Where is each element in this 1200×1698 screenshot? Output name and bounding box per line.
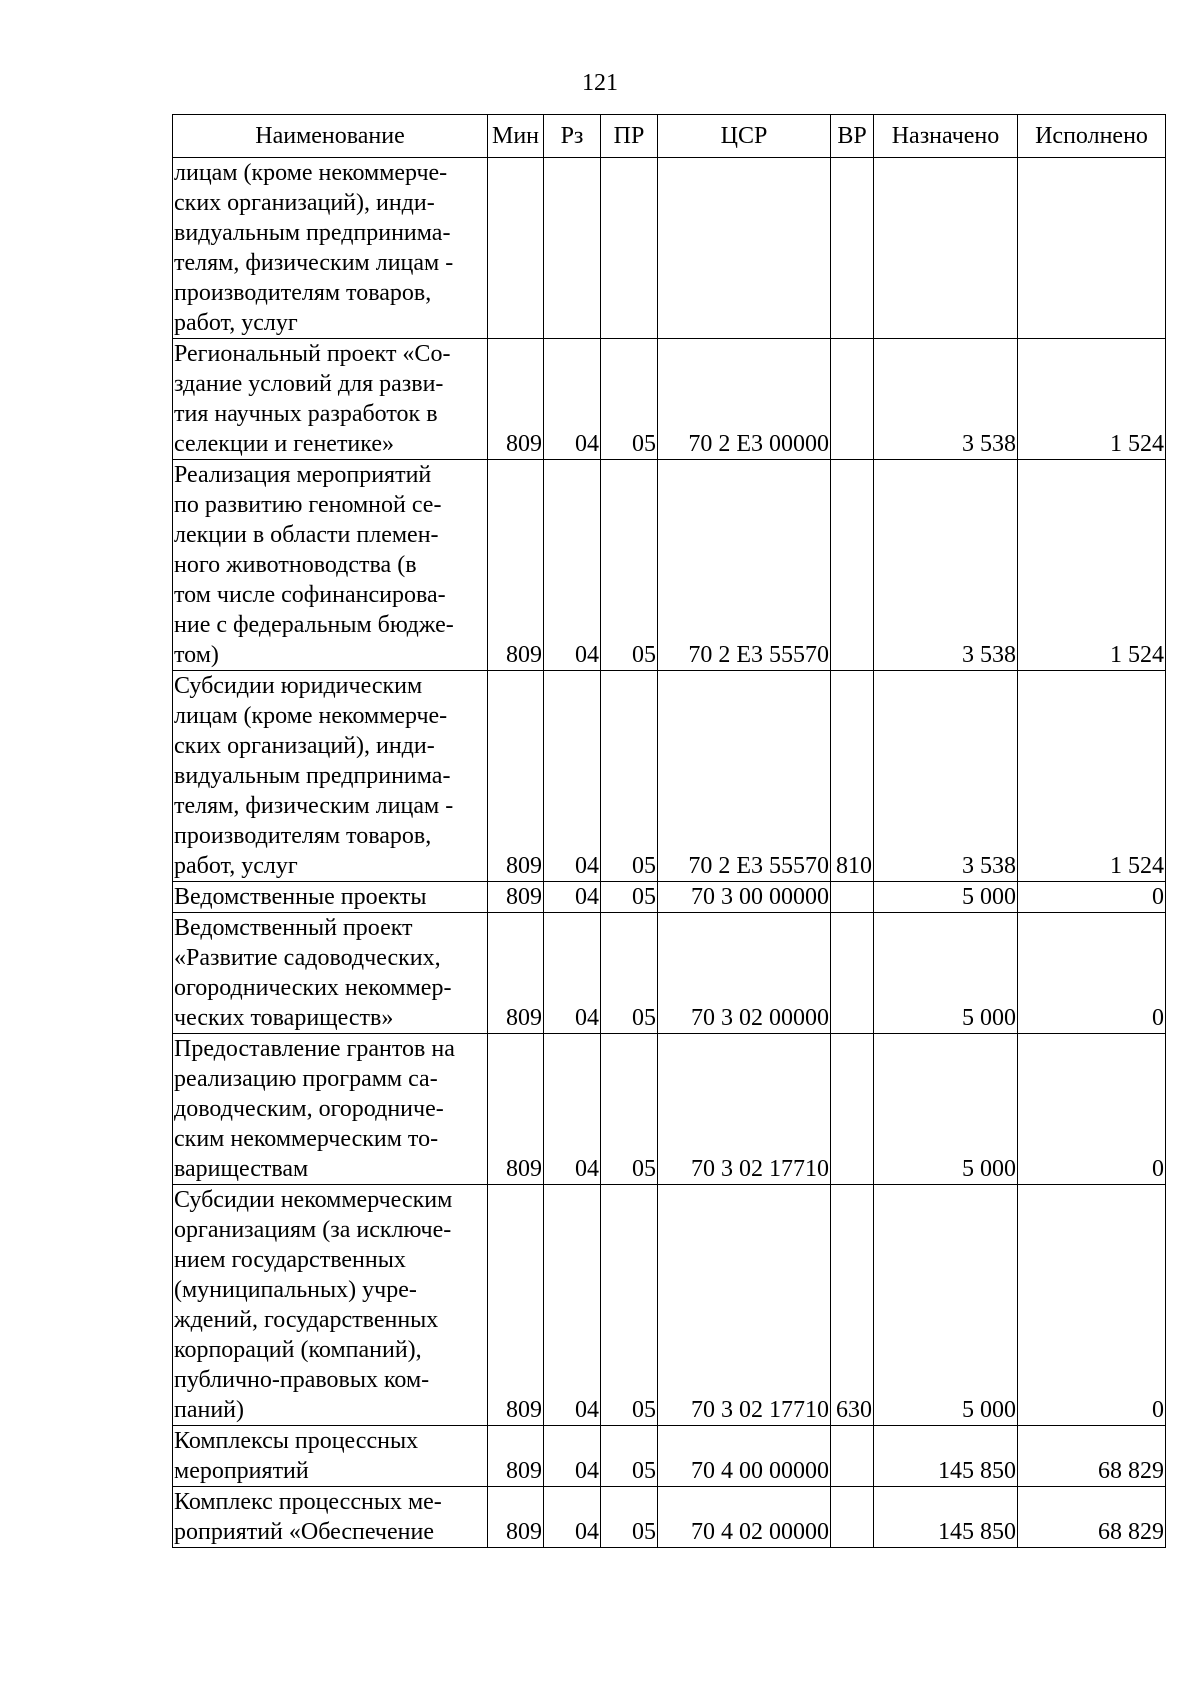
header-name: Наименование — [173, 115, 488, 158]
cell-name: Региональный проект «Со- здание условий для разви- тия научных разработок в селекции и генетике» — [173, 339, 488, 460]
cell-assigned: 3 538 — [874, 339, 1018, 460]
cell-min: 809 — [488, 671, 544, 882]
cell-csr: 70 3 02 17710 — [658, 1034, 831, 1185]
cell-name: Субсидии юридическим лицам (кроме некоммерче- ских организаций), инди- видуальным предпринима- телям, физическим лицам - производителям товаров, работ, услуг — [173, 671, 488, 882]
cell-vr — [831, 1034, 874, 1185]
cell-rz: 04 — [544, 1426, 601, 1487]
cell-rz: 04 — [544, 460, 601, 671]
table-row — [173, 1034, 1166, 1185]
cell-min: 809 — [488, 1426, 544, 1487]
cell-executed: 1 524 — [1018, 671, 1166, 882]
cell-vr — [831, 913, 874, 1034]
cell-vr — [831, 339, 874, 460]
table-row — [173, 158, 1166, 339]
cell-assigned: 145 850 — [874, 1487, 1018, 1548]
header-executed: Исполнено — [1018, 115, 1166, 158]
page-number: 121 — [582, 70, 618, 96]
header-rz: Рз — [544, 115, 601, 158]
cell-csr: 70 3 00 00000 — [658, 882, 831, 913]
table-row — [173, 460, 1166, 671]
cell-assigned: 3 538 — [874, 671, 1018, 882]
cell-name: лицам (кроме некоммерче- ских организаций), инди- видуальным предпринима- телям, физическим лицам - производителям товаров, работ, услуг — [173, 158, 488, 339]
cell-name: Реализация мероприятий по развитию геномной се- лекции в области племен- ного животноводства (в том числе софинансирова- ние с федеральным бюдже- том) — [173, 460, 488, 671]
cell-vr: 810 — [831, 671, 874, 882]
cell-csr: 70 3 02 00000 — [658, 913, 831, 1034]
cell-rz: 04 — [544, 913, 601, 1034]
cell-pr: 05 — [601, 460, 658, 671]
cell-pr: 05 — [601, 1426, 658, 1487]
cell-min: 809 — [488, 1034, 544, 1185]
table-row — [173, 913, 1166, 1034]
cell-min: 809 — [488, 913, 544, 1034]
cell-executed: 68 829 — [1018, 1426, 1166, 1487]
header-assigned: Назначено — [874, 115, 1018, 158]
table-row — [173, 1185, 1166, 1426]
cell-assigned — [874, 158, 1018, 339]
header-pr: ПР — [601, 115, 658, 158]
table-row — [173, 339, 1166, 460]
table-row — [173, 882, 1166, 913]
cell-vr — [831, 460, 874, 671]
cell-csr: 70 3 02 17710 — [658, 1185, 831, 1426]
cell-min: 809 — [488, 460, 544, 671]
cell-rz: 04 — [544, 882, 601, 913]
cell-csr: 70 2 Е3 55570 — [658, 671, 831, 882]
cell-pr: 05 — [601, 913, 658, 1034]
cell-pr: 05 — [601, 1487, 658, 1548]
cell-csr: 70 4 00 00000 — [658, 1426, 831, 1487]
cell-executed: 0 — [1018, 1185, 1166, 1426]
cell-executed: 0 — [1018, 882, 1166, 913]
cell-executed: 0 — [1018, 913, 1166, 1034]
header-vr: ВР — [831, 115, 874, 158]
cell-min: 809 — [488, 1185, 544, 1426]
header-min: Мин — [488, 115, 544, 158]
cell-assigned: 3 538 — [874, 460, 1018, 671]
budget-table — [172, 114, 1166, 1548]
table-row — [173, 1487, 1166, 1548]
cell-vr — [831, 882, 874, 913]
cell-rz: 04 — [544, 1487, 601, 1548]
table-row — [173, 671, 1166, 882]
cell-assigned: 5 000 — [874, 913, 1018, 1034]
cell-executed: 1 524 — [1018, 460, 1166, 671]
cell-rz: 04 — [544, 1034, 601, 1185]
cell-vr — [831, 158, 874, 339]
cell-pr: 05 — [601, 339, 658, 460]
cell-csr: 70 2 Е3 55570 — [658, 460, 831, 671]
cell-pr: 05 — [601, 671, 658, 882]
cell-pr: 05 — [601, 882, 658, 913]
cell-assigned: 145 850 — [874, 1426, 1018, 1487]
cell-assigned: 5 000 — [874, 1034, 1018, 1185]
cell-executed — [1018, 158, 1166, 339]
cell-csr: 70 4 02 00000 — [658, 1487, 831, 1548]
cell-rz: 04 — [544, 339, 601, 460]
cell-name: Комплекс процессных ме- роприятий «Обеспечение — [173, 1487, 488, 1548]
cell-executed: 68 829 — [1018, 1487, 1166, 1548]
cell-pr: 05 — [601, 1034, 658, 1185]
cell-assigned: 5 000 — [874, 882, 1018, 913]
cell-vr — [831, 1487, 874, 1548]
cell-rz — [544, 158, 601, 339]
cell-executed: 0 — [1018, 1034, 1166, 1185]
table-header-row — [173, 115, 1166, 158]
cell-csr: 70 2 Е3 00000 — [658, 339, 831, 460]
cell-name: Ведомственный проект «Развитие садоводческих, огороднических некоммер- ческих товариществ» — [173, 913, 488, 1034]
cell-name: Предоставление грантов на реализацию программ са- доводческим, огородниче- ским некоммерческим то- вариществам — [173, 1034, 488, 1185]
cell-rz: 04 — [544, 671, 601, 882]
cell-vr — [831, 1426, 874, 1487]
cell-name: Комплексы процессных мероприятий — [173, 1426, 488, 1487]
cell-executed: 1 524 — [1018, 339, 1166, 460]
cell-assigned: 5 000 — [874, 1185, 1018, 1426]
cell-min: 809 — [488, 1487, 544, 1548]
header-csr: ЦСР — [658, 115, 831, 158]
cell-min: 809 — [488, 882, 544, 913]
cell-csr — [658, 158, 831, 339]
cell-name: Ведомственные проекты — [173, 882, 488, 913]
cell-name: Субсидии некоммерческим организациям (за исключе- нием государственных (муниципальных) учре- ждений, государственных корпораций (компаний), публично-правовых ком- паний) — [173, 1185, 488, 1426]
cell-rz: 04 — [544, 1185, 601, 1426]
cell-vr: 630 — [831, 1185, 874, 1426]
table-row — [173, 1426, 1166, 1487]
cell-pr: 05 — [601, 1185, 658, 1426]
cell-min — [488, 158, 544, 339]
cell-min: 809 — [488, 339, 544, 460]
table-body — [173, 158, 1166, 1548]
cell-pr — [601, 158, 658, 339]
